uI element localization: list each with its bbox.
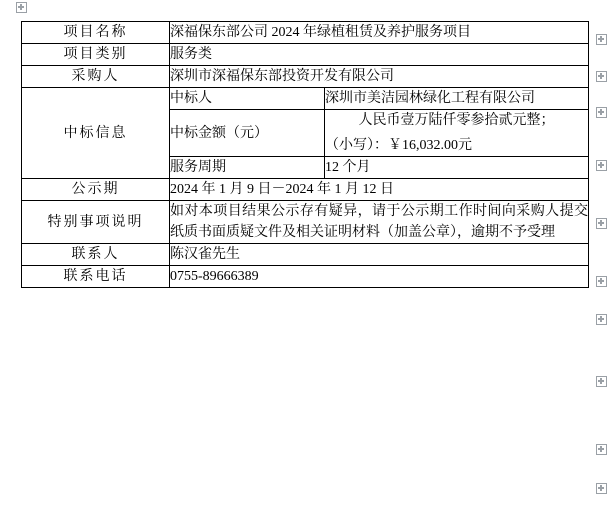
row-value-project-category: 服务类 [170, 44, 589, 66]
row-label-bid-info: 中标信息 [22, 88, 170, 179]
row-label-publicity-period: 公示期 [22, 179, 170, 201]
anchor-marker-icon [596, 376, 607, 387]
table-row [22, 179, 589, 201]
row-value-bid-amount [325, 110, 589, 157]
row-label-purchaser: 采购人 [22, 66, 170, 88]
row-value-winning-bidder: 深圳市美洁园林绿化工程有限公司 [325, 88, 589, 110]
anchor-marker-icon [596, 160, 607, 171]
table-row [22, 201, 589, 244]
row-value-project-name: 深福保东部公司 2024 年绿植租赁及养护服务项目 [170, 22, 589, 44]
row-value-contact-person: 陈汉雀先生 [170, 244, 589, 266]
anchor-marker-icon [596, 218, 607, 229]
announcement-table [21, 21, 589, 288]
table-row [22, 44, 589, 66]
table-row [22, 244, 589, 266]
row-label-project-category: 项目类别 [22, 44, 170, 66]
sub-label-bid-amount: 中标金额（元） [170, 110, 325, 157]
row-value-contact-phone: 0755-89666389 [170, 266, 589, 288]
bid-amount-in-figures: （小写）：￥16,032.00元 [325, 138, 472, 153]
anchor-marker-icon [16, 2, 27, 13]
row-value-special-notes: 如对本项目结果公示存有疑异，请于公示期工作时间向采购人提交纸质书面质疑文件及相关证明材料（加盖公章），逾期不予受理 [170, 201, 589, 244]
table-row [22, 66, 589, 88]
anchor-marker-icon [596, 34, 607, 45]
anchor-marker-icon [596, 483, 607, 494]
table-row [22, 22, 589, 44]
row-label-contact-phone: 联系电话 [22, 266, 170, 288]
row-value-purchaser: 深圳市深福保东部投资开发有限公司 [170, 66, 589, 88]
row-value-service-period: 12 个月 [325, 157, 589, 179]
row-label-special-notes: 特别事项说明 [22, 201, 170, 244]
anchor-marker-icon [596, 444, 607, 455]
row-label-contact-person: 联系人 [22, 244, 170, 266]
bid-amount-in-words: 人民币壹万陆仟零参拾贰元整； [358, 113, 555, 128]
sub-label-winning-bidder: 中标人 [170, 88, 325, 110]
anchor-marker-icon [596, 107, 607, 118]
table-row [22, 266, 589, 288]
anchor-marker-icon [596, 276, 607, 287]
row-value-publicity-period: 2024 年 1 月 9 日－2024 年 1 月 12 日 [170, 179, 589, 201]
anchor-marker-icon [596, 71, 607, 82]
row-label-project-name: 项目名称 [22, 22, 170, 44]
table-row [22, 88, 589, 110]
sub-label-service-period: 服务周期 [170, 157, 325, 179]
anchor-marker-icon [596, 314, 607, 325]
